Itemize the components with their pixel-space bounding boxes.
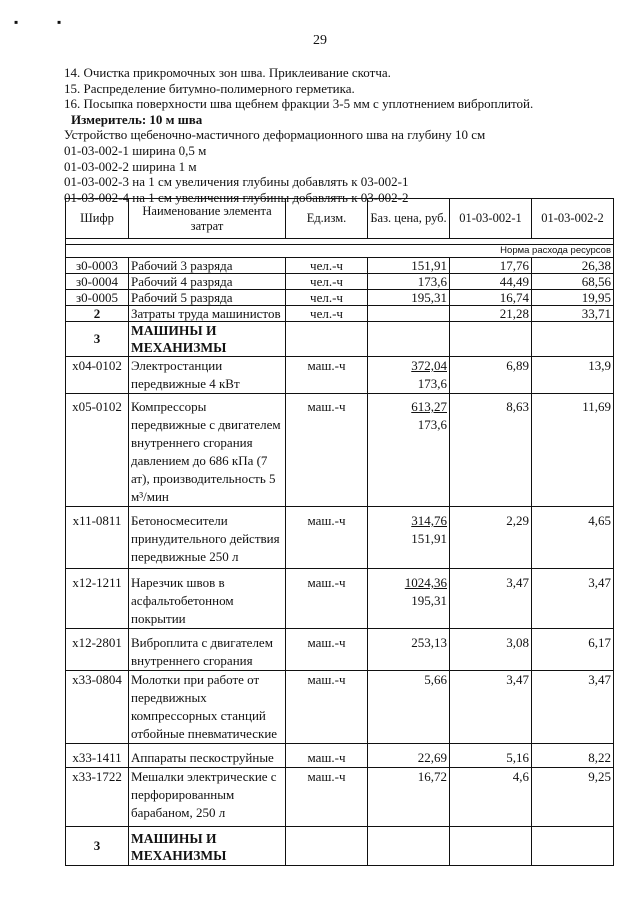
section-title: МАШИНЫ И МЕХАНИЗМЫ: [129, 322, 286, 357]
cell-unit: чел.-ч: [286, 274, 368, 290]
cell-name: Рабочий 3 разряда: [129, 258, 286, 274]
table-row: [66, 258, 614, 274]
cell-price: [368, 357, 450, 394]
cell-name: Рабочий 5 разряда: [129, 290, 286, 306]
cell-c2: 8,22: [532, 744, 614, 768]
cell-unit: маш.-ч: [286, 744, 368, 768]
cell-unit: маш.-ч: [286, 629, 368, 671]
section-code: 3: [66, 827, 129, 866]
section-row: [66, 827, 614, 866]
price-sub: 195,31: [411, 593, 447, 608]
cell-c1: 4,6: [450, 768, 532, 827]
cell-code: х33-0804: [66, 671, 129, 744]
cell-name: Нарезчик швов в асфальтобетонном покрытии: [129, 569, 286, 629]
description: Устройство щебеночно-мастичного деформационного шва на глубину 10 см: [64, 127, 486, 143]
table-row: [66, 357, 614, 394]
cell-code: х33-1722: [66, 768, 129, 827]
cell-c2: 4,65: [532, 507, 614, 569]
price-sub: 173,6: [417, 376, 447, 391]
price-base: 613,27: [411, 399, 447, 414]
intro-line: 15. Распределение битумно-полимерного герметика.: [64, 80, 355, 96]
variant-line: 01-03-002-1 ширина 0,5 м: [64, 142, 207, 158]
table-row: [66, 768, 614, 827]
header-price: Баз. цена, руб.: [368, 199, 450, 239]
cell-code: х04-0102: [66, 357, 129, 394]
table-row: [66, 569, 614, 629]
cell-name: Аппараты пескоструйные: [129, 744, 286, 768]
price-base: 314,76: [411, 513, 447, 528]
resource-table: [65, 198, 614, 866]
cell-name: Компрессоры передвижные с двигателем внутреннего сгорания давлением до 686 кПа (7 ат), производительность 5 м³/мин: [129, 394, 286, 507]
cell-c2: 33,71: [532, 306, 614, 322]
section-row: [66, 322, 614, 357]
cell-code: 2: [66, 306, 129, 322]
cell-c2: 3,47: [532, 671, 614, 744]
section-title: МАШИНЫ И МЕХАНИЗМЫ: [129, 827, 286, 866]
cell-price: 5,66: [368, 671, 450, 744]
table-row: [66, 671, 614, 744]
cell-code: х12-1211: [66, 569, 129, 629]
cell-c1: 44,49: [450, 274, 532, 290]
variant-line: 01-03-002-4 на 1 см увеличения глубины добавлять к 03-002-2: [64, 189, 409, 205]
cell-code: х12-2801: [66, 629, 129, 671]
cell-price: [368, 569, 450, 629]
intro-block: [64, 65, 533, 205]
cell-code: з0-0003: [66, 258, 129, 274]
cell-c2: 19,95: [532, 290, 614, 306]
cell-code: х05-0102: [66, 394, 129, 507]
corner-mark: ▪: [14, 15, 19, 29]
table-row: [66, 306, 614, 322]
table-row: [66, 507, 614, 569]
intro-line: 14. Очистка прикромочных зон шва. Приклеивание скотча.: [64, 65, 391, 80]
table-header: [66, 199, 614, 239]
cell-unit: маш.-ч: [286, 357, 368, 394]
cell-c1: 17,76: [450, 258, 532, 274]
cell-c2: 11,69: [532, 394, 614, 507]
cell-name: Молотки при работе от передвижных компрессорных станций отбойные пневматические: [129, 671, 286, 744]
corner-mark: ▪: [57, 15, 62, 29]
header-col2: 01-03-002-2: [532, 199, 614, 239]
cell-c1: 21,28: [450, 306, 532, 322]
cell-c1: 16,74: [450, 290, 532, 306]
cell-name: Электростанции передвижные 4 кВт: [129, 357, 286, 394]
cell-unit: маш.-ч: [286, 768, 368, 827]
cell-unit: маш.-ч: [286, 569, 368, 629]
price-sub: 173,6: [417, 417, 447, 432]
norma-row: [66, 245, 614, 258]
intro-line: 16. Посыпка поверхности шва щебнем фракции 3-5 мм с уплотнением виброплитой.: [64, 96, 534, 112]
section-code: 3: [66, 322, 129, 357]
cell-name: Мешалки электрические с перфорированным барабаном, 250 л: [129, 768, 286, 827]
cell-c2: 9,25: [532, 768, 614, 827]
cell-price: [368, 394, 450, 507]
cell-name: Затраты труда машинистов: [129, 306, 286, 322]
cell-unit: маш.-ч: [286, 507, 368, 569]
cell-name: Виброплита с двигателем внутреннего сгорания: [129, 629, 286, 671]
cell-price: 16,72: [368, 768, 450, 827]
cell-price: 195,31: [368, 290, 450, 306]
cell-name: Рабочий 4 разряда: [129, 274, 286, 290]
cell-code: з0-0005: [66, 290, 129, 306]
page-number: 29: [313, 33, 327, 48]
header-name: Наименование элемента затрат: [129, 199, 286, 239]
price-sub: 151,91: [411, 531, 447, 546]
cell-c1: 3,47: [450, 671, 532, 744]
cell-price: 173,6: [368, 274, 450, 290]
cell-unit: чел.-ч: [286, 258, 368, 274]
cell-c1: 2,29: [450, 507, 532, 569]
price-base: 372,04: [411, 358, 447, 373]
cell-c1: 3,47: [450, 569, 532, 629]
header-code: Шифр: [66, 199, 129, 239]
cell-code: з0-0004: [66, 274, 129, 290]
cell-unit: чел.-ч: [286, 290, 368, 306]
cell-c2: 6,17: [532, 629, 614, 671]
cell-unit: маш.-ч: [286, 394, 368, 507]
cell-c1: 6,89: [450, 357, 532, 394]
cell-unit: чел.-ч: [286, 306, 368, 322]
cell-c1: 3,08: [450, 629, 532, 671]
cell-name: Бетоносмесители принудительного действия передвижные 250 л: [129, 507, 286, 569]
cell-price: [368, 507, 450, 569]
meter-label: Измеритель: 10 м шва: [71, 111, 203, 127]
cell-unit: маш.-ч: [286, 671, 368, 744]
variant-line: 01-03-002-2 ширина 1 м: [64, 158, 197, 174]
table-row: [66, 290, 614, 306]
norma-label: Норма расхода ресурсов: [66, 245, 614, 258]
cell-price: [368, 306, 450, 322]
table-row: [66, 629, 614, 671]
cell-c1: 8,63: [450, 394, 532, 507]
table-row: [66, 274, 614, 290]
variant-line: 01-03-002-3 на 1 см увеличения глубины добавлять к 03-002-1: [64, 174, 409, 190]
cell-code: х11-0811: [66, 507, 129, 569]
cell-price: 22,69: [368, 744, 450, 768]
cell-c2: 3,47: [532, 569, 614, 629]
header-unit: Ед.изм.: [286, 199, 368, 239]
table-row: [66, 394, 614, 507]
cell-c2: 13,9: [532, 357, 614, 394]
header-col1: 01-03-002-1: [450, 199, 532, 239]
cell-c2: 26,38: [532, 258, 614, 274]
cell-price: 151,91: [368, 258, 450, 274]
cell-price: 253,13: [368, 629, 450, 671]
price-base: 1024,36: [404, 575, 447, 590]
cell-c2: 68,56: [532, 274, 614, 290]
table-row: [66, 744, 614, 768]
cell-c1: 5,16: [450, 744, 532, 768]
cell-code: х33-1411: [66, 744, 129, 768]
